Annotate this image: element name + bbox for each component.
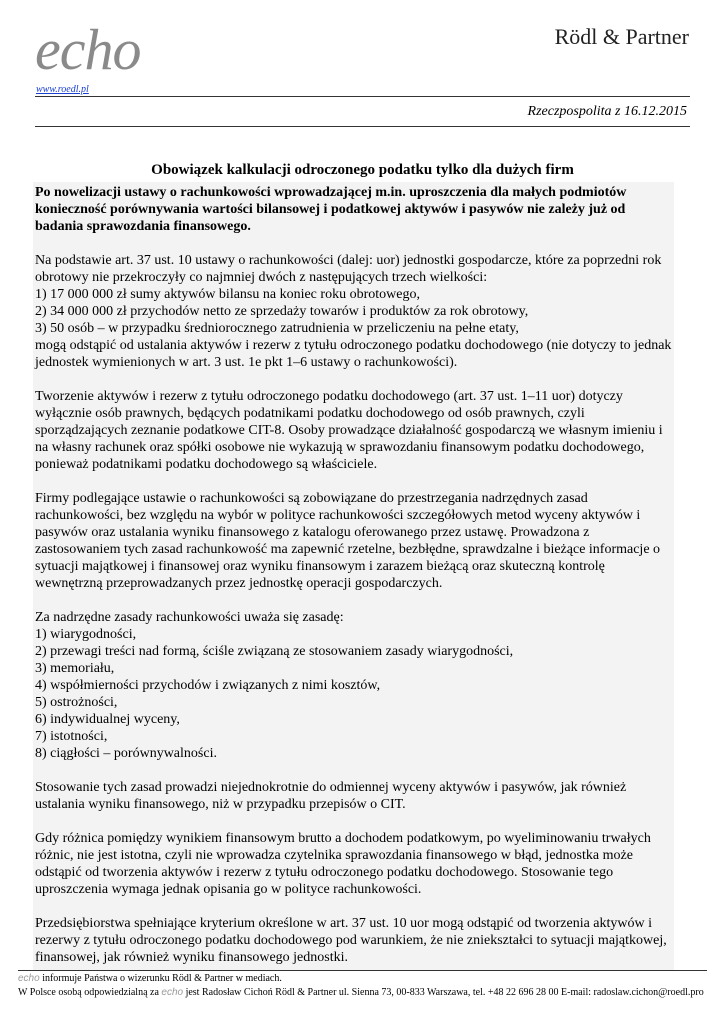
article-title: Obowiązek kalkulacji odroczonego podatku tylko dla dużych firm xyxy=(151,162,574,178)
list-item: 1) 17 000 000 zł sumy aktywów bilansu na koniec roku obrotowego, xyxy=(35,287,420,302)
paragraph: Na podstawie art. 37 ust. 10 ustawy o rachunkowości (dalej: uor) jednostki gospodarcze, które za poprzedni rok obrotowy nie przekroczyły co najmniej dwóch z następujących trzech wielkości: xyxy=(35,253,662,285)
footer-echo-mark: echo xyxy=(161,987,184,998)
source-date: Rzeczpospolita z 16.12.2015 xyxy=(527,104,687,119)
footer-echo-mark: echo xyxy=(18,973,40,984)
paragraph: mogą odstąpić od ustalania aktywów i rezerw z tytułu odroczonego podatku dochodowego (nie dotyczy to jednak jednostek wymienionych w art. 3 ust. 1e pkt 1–6 ustawy o rachunkowości). xyxy=(35,338,672,370)
list-item: 8) ciągłości – porównywalności. xyxy=(35,746,217,761)
footer-text: W Polsce osobą odpowiedzialną za xyxy=(18,987,162,998)
list-item: 2) przewagi treści nad formą, ściśle związaną ze stosowaniem zasady wiarygodności, xyxy=(35,644,514,659)
list-item: 7) istotności, xyxy=(35,729,108,744)
paragraph-thresholds xyxy=(35,252,672,371)
header-rule-bottom xyxy=(35,126,690,127)
footer-line-1 xyxy=(18,972,707,986)
article-lead: Po nowelizacji ustawy o rachunkowości wprowadzającej m.in. uproszczenia dla małych podmiotów konieczność porównywania wartości bilansowej i podatkowej aktywów i pasywów nie zależy już od badania sprawozdania finansowego. xyxy=(35,185,627,234)
paragraph: Stosowanie tych zasad prowadzi niejednokrotnie do odmiennej wyceny aktywów i pasywów, jak również ustalania wyniku finansowego, niż w przypadku przepisów o CIT. xyxy=(35,780,627,812)
website-link[interactable]: www.roedl.pl xyxy=(36,84,89,95)
brand-name: Rödl & Partner xyxy=(554,24,689,49)
list-item: 3) memoriału, xyxy=(35,661,115,676)
paragraph: Gdy różnica pomiędzy wynikiem finansowym brutto a dochodem podatkowym, po wyeliminowaniu trwałych różnic, nie jest istotna, czyli nie wprowadza czytelnika sprawozdania finansowego w błąd, jednostka może odstąpić od tworzenia aktywów i rezerw z tytułu odroczonego podatku dochodowego. Stosowanie tego uproszczenia wymaga jednak opisania go w polityce rachunkowości. xyxy=(35,831,651,897)
paragraph: Przedsiębiorstwa spełniające kryterium określone w art. 37 ust. 10 uor mogą odstąpić od tworzenia aktywów i rezerwy z tytułu odroczonego podatku dochodowego pod warunkiem, że nie zniekształci to sytuacji majątkowej, finansowej, jak również wyniku finansowego jednostki. xyxy=(35,916,667,965)
list-item: 2) 34 000 000 zł przychodów netto ze sprzedaży towarów i produktów za rok obrotowy, xyxy=(35,304,529,319)
list-item: 6) indywidualnej wyceny, xyxy=(35,712,180,727)
paragraph-principles xyxy=(35,609,672,762)
header-rule-top xyxy=(35,96,690,97)
list-item: 4) współmierności przychodów i związanych z nimi kosztów, xyxy=(35,678,381,693)
footer-contact: jest Radosław Cichoń Rödl & Partner ul. Sienna 73, 00-833 Warszawa, tel. +48 22 696 28 00 E-mail: radoslaw.cichon@roedl.pro xyxy=(183,987,704,998)
list-item: 5) ostrożności, xyxy=(35,695,118,710)
paragraph: Firmy podlegające ustawie o rachunkowości są zobowiązane do przestrzegania nadrzędnych zasad rachunkowości, bez względu na wybór w polityce rachunkowości szczegółowych metod wyceny aktywów i pasywów oraz ustalania wyniku finansowego z katalogu oferowanego przez ustawę. Prowadzona z zastosowaniem tych zasad rachunkowość ma zapewnić rzetelne, bezbłędne, sprawdzalne i bieżące informacje o sytuacji majątkowej i finansowej oraz wyniku finansowym i zarazem bieżącą oraz skuteczną kontrolę wewnętrzną przeprowadzanych przez jednostkę operacji gospodarczych. xyxy=(35,491,661,591)
paragraph: Tworzenie aktywów i rezerw z tytułu odroczonego podatku dochodowego (art. 37 ust. 1–11 uor) dotyczy wyłącznie osób prawnych, będących podatnikami podatku dochodowego od osób prawnych, czyli sporządzających zeznanie podatkowe CIT-8. Osoby prowadzące działalność gospodarczą we własnym imieniu i na własny rachunek oraz spółki osobowe nie wykazują w sprawozdaniu finansowym podatku dochodowego, ponieważ podatnikami podatku dochodowego są właściciele. xyxy=(35,389,663,472)
echo-logo: echo xyxy=(35,17,141,82)
footer xyxy=(18,970,707,1000)
paragraph: Za nadrzędne zasady rachunkowości uważa się zasadę: xyxy=(35,610,344,625)
article-body xyxy=(33,182,674,970)
list-item: 1) wiarygodności, xyxy=(35,627,137,642)
footer-line-2 xyxy=(18,986,707,1000)
footer-text: informuje Państwa o wizerunku Rödl & Partner w mediach. xyxy=(39,973,282,984)
list-item: 3) 50 osób – w przypadku średniorocznego zatrudnienia w przeliczeniu na pełne etaty, xyxy=(35,321,519,336)
